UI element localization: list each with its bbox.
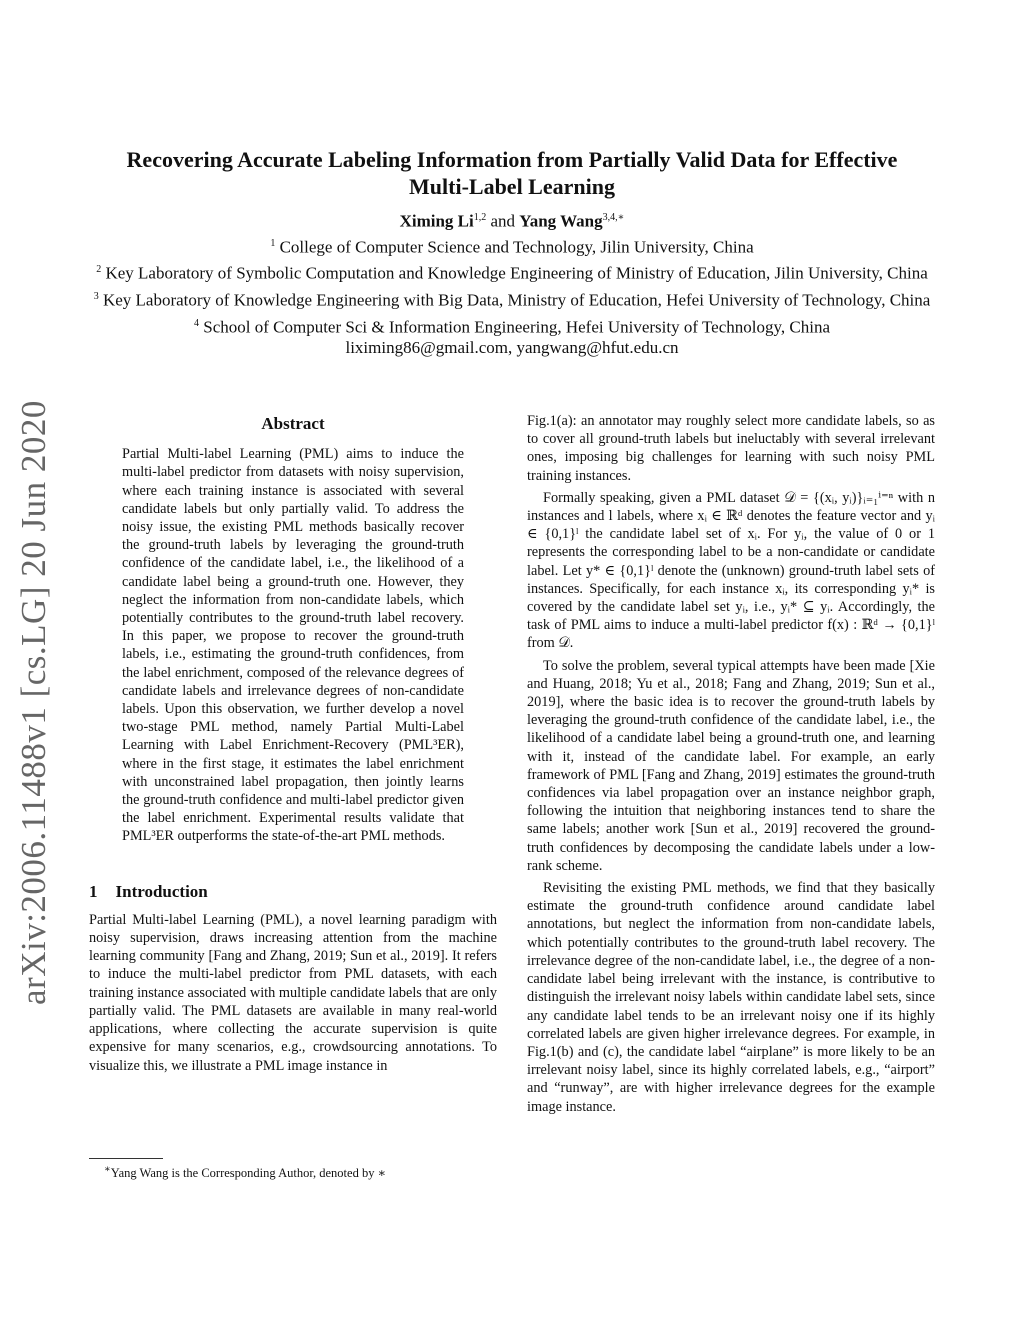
- abstract-title: Abstract: [261, 414, 325, 433]
- footnote-text: Yang Wang is the Corresponding Author, denoted by ∗: [110, 1166, 387, 1181]
- footnote-mark: ∗: [104, 1164, 111, 1175]
- affiliation-2: [60, 258, 964, 285]
- footnote: [104, 1162, 386, 1181]
- section-number: 1: [89, 881, 98, 901]
- affil-4-text: School of Computer Sci & Information Engineering, Hefei University of Technology, China: [199, 317, 830, 337]
- author-2: Yang Wang: [519, 211, 603, 231]
- left-column: [89, 415, 497, 1075]
- affil-3-mark: 3: [93, 290, 99, 302]
- section-title: Introduction: [115, 881, 208, 901]
- author-and: and: [486, 211, 520, 231]
- title-line-2: Multi-Label Learning: [409, 174, 615, 199]
- affiliation-1: [60, 232, 964, 259]
- intro-paragraph-1: Partial Multi-label Learning (PML), a novel learning paradigm with noisy supervision, draws increasing attention from the machine learning community [Fang and Zhang, 2019; Sun et al., 2019]. It refers to induce the multi-label predictor from PML datasets, with each training instance associated with multiple candidate labels that are only partially valid. The PML datasets are available in many real-world applications, where collecting the accurate supervision is quite expensive for many scenarios, e.g., crowdsourcing annotations. To visualize this, we illustrate a PML image instance in: [89, 911, 497, 1074]
- author-line: [60, 208, 964, 232]
- author-2-affil: 3,4,∗: [602, 212, 625, 223]
- affil-2-mark: 2: [96, 264, 102, 276]
- paper-header: [60, 146, 964, 357]
- affil-4-mark: 4: [194, 317, 199, 329]
- affiliation-3: [60, 285, 964, 312]
- affil-2-text: Key Laboratory of Symbolic Computation and Knowledge Engineering of Ministry of Education, Jilin University, China: [101, 263, 928, 283]
- arxiv-identifier: arXiv:2006.11488v1 [cs.LG] 20 Jun 2020: [14, 400, 53, 1005]
- intro-paragraph-solve: To solve the problem, several typical attempts have been made [Xie and Huang, 2018; Yu et al., 2018; Fang and Zhang, 2019; Sun et al., 2019], where the basic idea is to recover the ground-truth labels by leveraging the ground-truth confidence of the candidate label, i.e., the likelihood of a candidate label being a ground-truth one, and learning with it, instead of the candidate label. For example, an early framework of PML [Fang and Zhang, 2019] estimates the ground-truth confidences via label propagation over an instance neighbor graph, following the intuition that neighboring instances tend to share the same labels; another work [Sun et al., 2019] recovered the ground-truth confidences by decomposing the candidate labels under a low-rank scheme.: [527, 657, 935, 874]
- paper-title: [60, 146, 964, 200]
- title-line-1: Recovering Accurate Labeling Information from Partially Valid Data for Effective: [126, 147, 898, 172]
- intro-paragraph-formal: Formally speaking, given a PML dataset 𝒟 = {(xᵢ, yᵢ)}ᵢ₌₁ⁱ⁼ⁿ with n instances and l labels, where xᵢ ∈ ℝᵈ denotes the feature vector and yᵢ ∈ {0,1}ˡ the candidate label set of xᵢ. For yᵢ, the value of 0 or 1 represents the corresponding label to be a non-candidate or candidate label. Let y* ∈ {0,1}ˡ denote the (unknown) ground-truth label sets of instances. Specifically, for each instance xᵢ, its corresponding yᵢ* is covered by the candidate label set yᵢ, i.e., yᵢ* ⊆ yᵢ. Accordingly, the task of PML aims to induce a multi-label predictor f(x) : ℝᵈ → {0,1}ˡ from 𝒟.: [527, 489, 935, 652]
- author-emails: liximing86@gmail.com, yangwang@hfut.edu.cn: [345, 338, 679, 358]
- author-1-affil: 1,2: [473, 212, 487, 223]
- right-column: [527, 412, 935, 1116]
- author-1: Ximing Li: [399, 211, 474, 231]
- intro-paragraph-revisit: Revisiting the existing PML methods, we find that they basically estimate the ground-truth confidence around candidate label annotations, but neglect the information from non-candidate labels, which potentially contributes to the ground-truth label recovery. The irrelevance degree of the non-candidate label, i.e., the degree of a non-candidate label being irrelevant with the instance, is contributive to distinguish the irrelevant noisy labels within candidate label sets, since any candidate label tends to be an irrelevant noisy one if its highly correlated labels are given higher irrelevance degrees. For example, in Fig.1(b) and (c), the candidate label “airplane” is more likely to be an irrelevant noisy label, since its highly correlated labels, e.g., “airport” and “runway”, are with higher irrelevance degrees for the example image instance.: [527, 880, 935, 1115]
- footnote-rule: [89, 1158, 163, 1159]
- abstract-body: Partial Multi-label Learning (PML) aims to induce the multi-label predictor from datasets with noisy supervision, where each training instance is associated with several candidate labels but only partially valid. To address the noisy issue, the existing PML methods basically recover the ground-truth labels by leveraging the ground-truth confidence of the candidate label, i.e., the likelihood of a candidate label being a ground-truth one. However, they neglect the information from non-candidate labels, which potentially contributes to the ground-truth label recovery. In this paper, we propose to recover the ground-truth labels, i.e., estimating the ground-truth confidences, from the label enrichment, composed of the relevance degrees of candidate labels and irrelevance degrees of non-candidate labels. Upon this observation, we further develop a novel two-stage PML method, namely Partial Multi-Label Learning with Label Enrichment-Recovery (PML³ER), where in the first stage, it estimates the label enrichment with unconstrained label propagation, then jointly learns the ground-truth confidence and multi-label predictor given the label enrichment. Experimental results validate that PML³ER outperforms the state-of-the-art PML methods.: [122, 446, 464, 845]
- section-heading-introduction: [89, 883, 497, 901]
- intro-paragraph-continued: Fig.1(a): an annotator may roughly select more candidate labels, so as to cover all ground-truth labels but ineluctably with several irrelevant ones, imposing big challenges for learning with such noisy PML training instances.: [527, 413, 935, 484]
- affil-3-text: Key Laboratory of Knowledge Engineering with Big Data, Ministry of Education, Hefei University of Technology, China: [98, 290, 931, 310]
- affil-1-mark: 1: [270, 237, 276, 249]
- affiliation-4: [60, 312, 964, 339]
- affil-1-text: College of Computer Science and Technology, Jilin University, China: [275, 237, 754, 257]
